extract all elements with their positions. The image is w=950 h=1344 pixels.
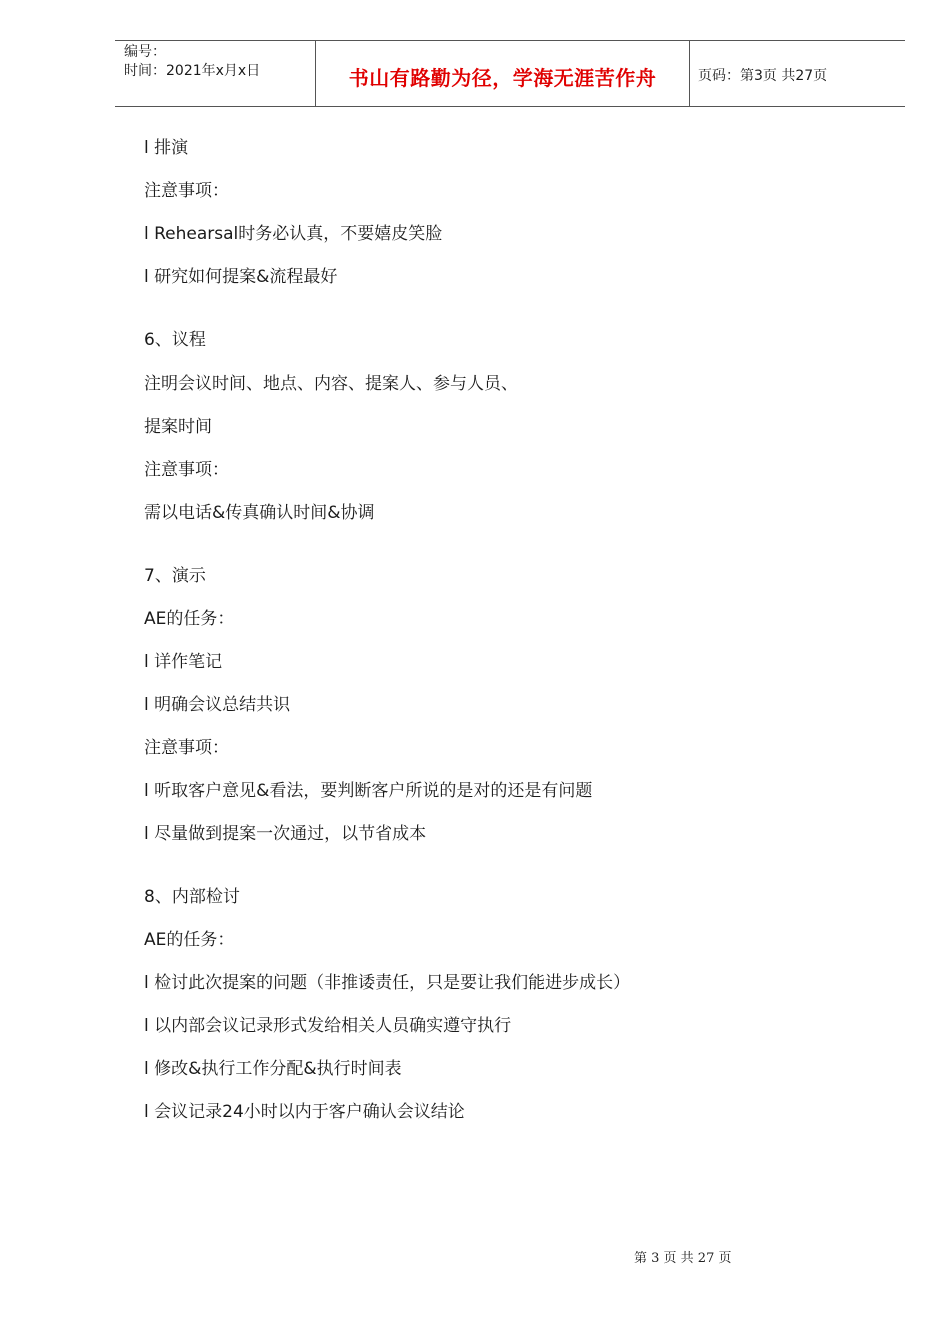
section-heading: 7、演示: [144, 566, 206, 586]
body-line: AE的任务：: [144, 930, 235, 950]
body-line: l 尽量做到提案一次通过，以节省成本: [144, 824, 427, 844]
body-line: l 听取客户意见&看法，要判断客户所说的是对的还是有问题: [144, 781, 593, 801]
header-motto-cell: [316, 41, 690, 106]
body-line: l 检讨此次提案的问题（非推诿责任，只是要让我们能进步成长）: [144, 973, 631, 993]
body-line: 注意事项：: [144, 181, 229, 201]
header-motto: 书山有路勤为径，学海无涯苦作舟: [348, 66, 657, 90]
body-line: l 修改&执行工作分配&执行时间表: [144, 1059, 402, 1079]
section-heading: 8、内部检讨: [144, 887, 240, 907]
page-header: [115, 40, 905, 107]
body-line: AE的任务：: [144, 609, 235, 629]
body-line: 注意事项：: [144, 460, 229, 480]
body-line: l 研究如何提案&流程最好: [144, 267, 338, 287]
document-number-label: 编号：: [124, 44, 166, 60]
header-page-cell: [690, 41, 905, 106]
header-page-number: 页码：第3页 共27页: [698, 68, 828, 84]
body-line: l 以内部会议记录形式发给相关人员确实遵守执行: [144, 1016, 512, 1036]
header-info-cell: [115, 41, 316, 106]
body-line: 注明会议时间、地点、内容、提案人、参与人员、: [144, 374, 518, 394]
body-line: l Rehearsal时务必认真，不要嬉皮笑脸: [144, 224, 443, 244]
document-date-label: 时间：2021年x月x日: [124, 63, 261, 79]
body-line: l 会议记录24小时以内于客户确认会议结论: [144, 1102, 465, 1122]
body-line: l 排演: [144, 138, 189, 158]
body-line: l 明确会议总结共识: [144, 695, 291, 715]
body-line: 注意事项：: [144, 738, 229, 758]
section-heading: 6、议程: [144, 330, 206, 350]
body-line: 提案时间: [144, 417, 212, 437]
page-footer: 第 3 页 共 27 页: [634, 1251, 732, 1266]
body-line: l 详作笔记: [144, 652, 223, 672]
body-line: 需以电话&传真确认时间&协调: [144, 503, 375, 523]
